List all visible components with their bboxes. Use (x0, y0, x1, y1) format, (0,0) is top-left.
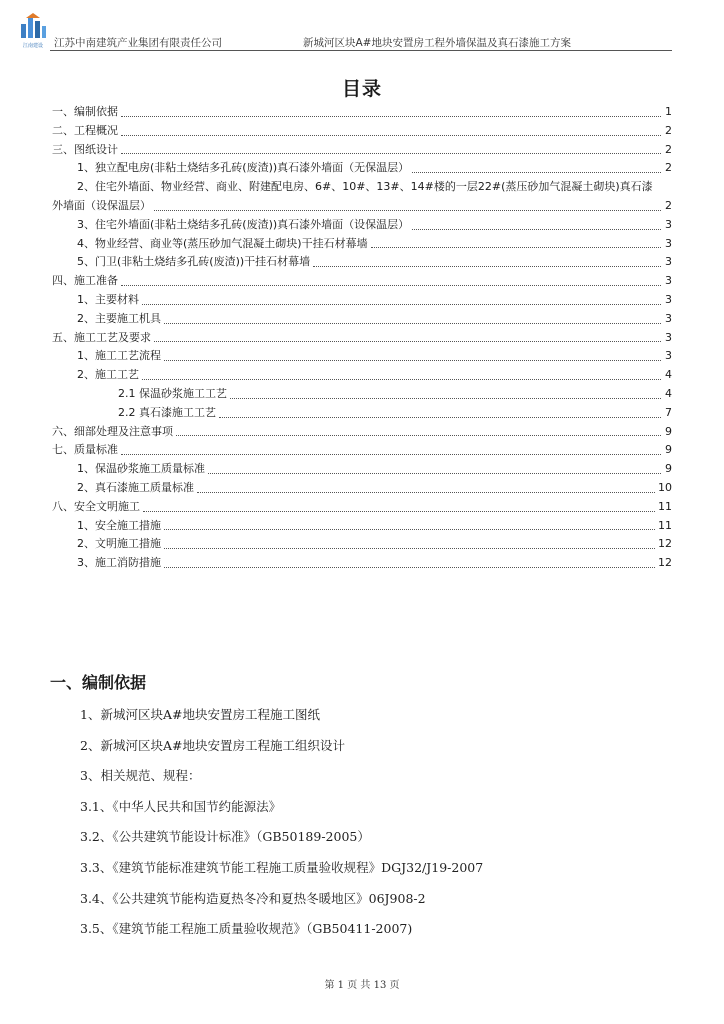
toc-entry-label: 2、住宅外墙面、物业经营、商业、附建配电房、6#、10#、13#、14#楼的一层22#(蒸压砂加气混凝土砌块)真石漆 (77, 180, 653, 194)
toc-leader (176, 434, 661, 436)
toc-entry-label: 三、图纸设计 (52, 142, 118, 156)
toc-entry-page: 4 (665, 368, 672, 382)
toc-entry[interactable] (52, 122, 672, 141)
toc-entry-page: 3 (665, 330, 672, 344)
toc-entry-page: 2 (665, 142, 672, 156)
toc-entry[interactable] (52, 347, 672, 366)
toc-leader (142, 303, 661, 305)
toc-leader (154, 209, 661, 211)
toc-entry-label: 2、主要施工机具 (77, 311, 161, 325)
toc-entry-label: 1、安全施工措施 (77, 518, 161, 532)
toc-entry-label: 2、文明施工措施 (77, 537, 161, 551)
toc-leader (208, 472, 661, 474)
toc-leader (412, 228, 661, 230)
toc-entry-page: 3 (665, 236, 672, 250)
page-footer: 第 1 页 共 13 页 (324, 980, 400, 991)
toc-entry-page: 11 (658, 499, 672, 513)
toc-entry[interactable] (52, 460, 672, 479)
toc-entry[interactable] (52, 498, 672, 517)
toc-leader (219, 416, 661, 418)
toc-entry-label: 5、门卫(非粘土烧结多孔砖(废渣))干挂石材幕墙 (77, 255, 311, 269)
toc-entry-page: 2 (665, 123, 672, 137)
body-line: 3.1、《中华人民共和国节约能源法》 (80, 798, 282, 814)
toc-entry[interactable] (52, 310, 672, 329)
toc-leader (154, 340, 661, 342)
toc-leader (313, 265, 661, 267)
table-of-contents (52, 103, 672, 573)
toc-entry[interactable] (52, 216, 672, 235)
toc-entry-label: 2、施工工艺 (77, 368, 139, 382)
toc-entry-label: 1、保温砂浆施工质量标准 (77, 462, 205, 476)
toc-entry-label: 2、真石漆施工质量标准 (77, 480, 194, 494)
header-divider (50, 50, 672, 51)
toc-entry[interactable] (52, 141, 672, 160)
toc-leader (197, 491, 655, 493)
toc-entry[interactable] (52, 535, 672, 554)
toc-leader (121, 152, 661, 154)
toc-leader (121, 115, 661, 117)
toc-leader (164, 528, 655, 530)
toc-entry-label: 七、质量标准 (52, 443, 118, 457)
toc-entry-label: 八、安全文明施工 (52, 499, 140, 513)
toc-leader (412, 171, 661, 173)
page-header (18, 12, 690, 52)
toc-entry[interactable] (52, 103, 672, 122)
toc-entry[interactable] (52, 385, 672, 404)
toc-entry[interactable] (52, 235, 672, 254)
body-line: 3.2、《公共建筑节能设计标准》（GB50189-2005） (80, 829, 370, 845)
toc-leader (121, 134, 661, 136)
toc-entry[interactable] (52, 178, 672, 197)
toc-entry[interactable] (52, 159, 672, 178)
toc-entry-label: 二、工程概况 (52, 123, 118, 137)
body-line: 2、新城河区块A#地块安置房工程施工组织设计 (80, 737, 345, 753)
toc-entry-label: 1、独立配电房(非粘土烧结多孔砖(废渣))真石漆外墙面（无保温层） (77, 161, 410, 175)
header-doc-title: 新城河区块A#地块安置房工程外墙保温及真石漆施工方案 (303, 37, 571, 49)
toc-leader (164, 547, 655, 549)
toc-entry-label: 五、施工工艺及要求 (52, 330, 151, 344)
toc-entry-label: 4、物业经营、商业等(蒸压砂加气混凝土砌块)干挂石材幕墙 (77, 236, 368, 250)
toc-entry[interactable] (52, 554, 672, 573)
toc-entry-page: 12 (658, 537, 672, 551)
toc-leader (121, 453, 661, 455)
toc-leader (164, 359, 661, 361)
toc-entry-label: 1、施工工艺流程 (77, 349, 161, 363)
toc-entry-page: 3 (665, 292, 672, 306)
toc-entry-page: 1 (665, 105, 672, 118)
toc-entry-page: 12 (658, 556, 672, 570)
toc-entry[interactable] (52, 291, 672, 310)
toc-entry-page: 3 (665, 349, 672, 363)
body-line: 3.4、《公共建筑节能构造夏热冬冷和夏热冬暖地区》06J908-2 (80, 890, 426, 906)
toc-title: 目录 (341, 78, 382, 100)
toc-entry-label: 六、细部处理及注意事项 (52, 424, 173, 438)
toc-leader (121, 284, 661, 286)
toc-entry[interactable] (52, 404, 672, 423)
body-line: 3.5、《建筑节能工程施工质量验收规范》（GB50411-2007) (80, 921, 413, 937)
toc-entry-label: 四、施工准备 (52, 274, 118, 288)
toc-entry-page: 3 (665, 255, 672, 269)
toc-entry[interactable] (52, 366, 672, 385)
toc-entry-page: 7 (665, 405, 672, 419)
header-company: 江苏中南建筑产业集团有限责任公司 (54, 37, 222, 49)
body-line: 3.3、《建筑节能标准建筑节能工程施工质量验收规程》DGJ32/J19-2007 (80, 859, 484, 875)
toc-entry-page: 2 (665, 198, 672, 212)
toc-leader (142, 378, 661, 380)
toc-entry[interactable] (52, 253, 672, 272)
toc-entry-page: 3 (665, 274, 672, 288)
toc-entry[interactable] (52, 441, 672, 460)
toc-entry-label: 3、住宅外墙面(非粘土烧结多孔砖(废渣))真石漆外墙面（设保温层） (77, 217, 410, 231)
toc-leader (230, 397, 661, 399)
toc-entry[interactable] (52, 423, 672, 442)
toc-entry[interactable] (52, 479, 672, 498)
toc-entry-page: 4 (665, 386, 672, 400)
toc-entry-label: 外墙面（设保温层） (52, 198, 151, 212)
section-body (80, 700, 680, 945)
logo-text: 江南建设 (22, 43, 43, 49)
toc-entry-continuation[interactable] (52, 197, 672, 216)
toc-entry-page: 11 (658, 518, 672, 532)
toc-entry-label: 一、编制依据 (52, 105, 118, 118)
toc-entry-page: 9 (665, 424, 672, 438)
toc-entry[interactable] (52, 272, 672, 291)
toc-entry-label: 1、主要材料 (77, 292, 139, 306)
section-heading: 一、编制依据 (50, 673, 147, 692)
body-line: 3、相关规范、规程： (80, 768, 201, 784)
toc-entry[interactable] (52, 517, 672, 536)
toc-entry[interactable] (52, 329, 672, 348)
toc-entry-page: 2 (665, 161, 672, 175)
toc-entry-label: 2.1 保温砂浆施工工艺 (118, 386, 227, 400)
toc-entry-page: 9 (665, 462, 672, 476)
toc-entry-page: 3 (665, 217, 672, 231)
toc-entry-page: 3 (665, 311, 672, 325)
toc-leader (164, 322, 661, 324)
toc-leader (371, 246, 661, 248)
toc-entry-label: 3、施工消防措施 (77, 556, 161, 570)
body-line: 1、新城河区块A#地块安置房工程施工图纸 (80, 707, 320, 722)
toc-leader (143, 510, 655, 512)
toc-entry-label: 2.2 真石漆施工工艺 (118, 405, 216, 419)
toc-entry-page: 9 (665, 443, 672, 457)
toc-entry-page: 10 (658, 480, 672, 494)
toc-leader (164, 566, 655, 568)
